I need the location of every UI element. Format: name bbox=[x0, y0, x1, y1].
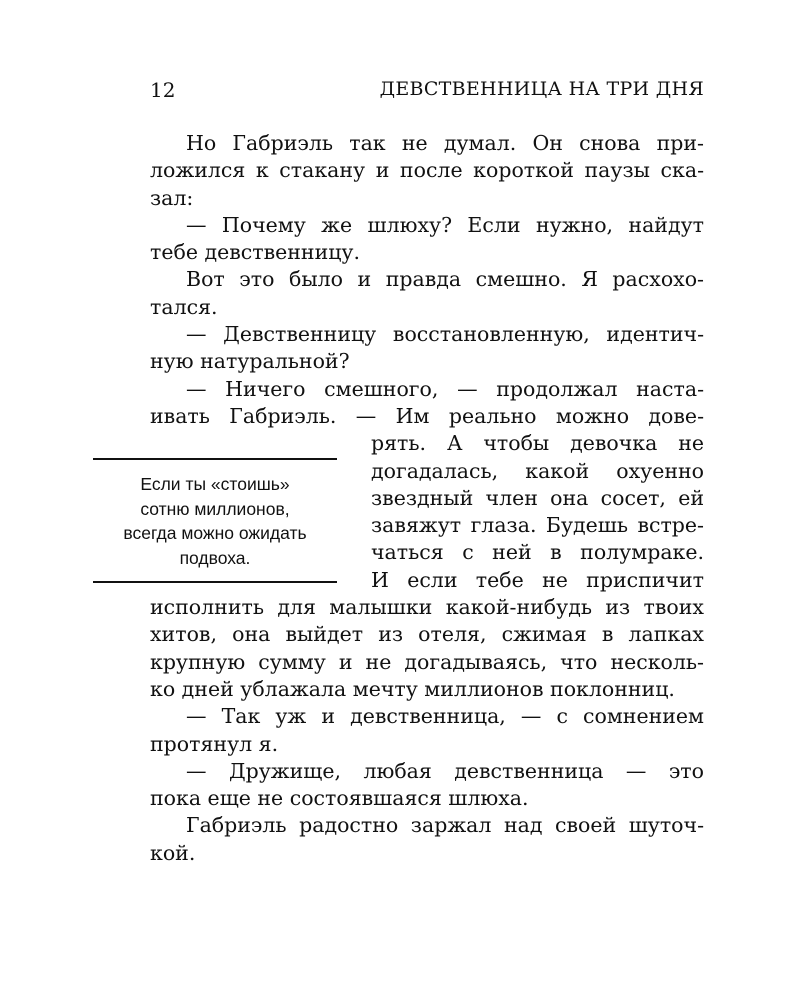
text-line: чаться с ней в полумраке. bbox=[371, 540, 704, 565]
text-line: кой. bbox=[150, 840, 196, 865]
text-line: ко дней ублажала мечту миллионов поклонниц. bbox=[150, 676, 675, 701]
text-line: хитов, она выйдет из отеля, сжимая в лапках bbox=[150, 622, 704, 647]
text-line: тался. bbox=[150, 294, 218, 319]
text-line: — Так уж и девственница, — с сомнением bbox=[186, 704, 704, 729]
text-line: завяжут глаза. Будешь встре- bbox=[371, 513, 704, 538]
text-line: крупную сумму и не догадываясь, что несколь- bbox=[150, 649, 704, 674]
text-line: тебе девственницу. bbox=[150, 240, 361, 265]
pull-quote-line: подвоха. bbox=[179, 547, 251, 568]
pull-quote-line: сотню миллионов, bbox=[140, 498, 290, 519]
text-line: — Ничего смешного, — продолжал наста- bbox=[186, 376, 704, 401]
pull-quote bbox=[93, 458, 337, 583]
text-line: Габриэль радостно заржал над своей шуточ- bbox=[186, 813, 704, 838]
page-number: 12 bbox=[150, 78, 176, 102]
text-line: протянул я. bbox=[150, 731, 279, 756]
text-line: Но Габриэль так не думал. Он снова при- bbox=[186, 131, 704, 155]
pull-quote-line: Если ты «стоишь» bbox=[140, 474, 290, 494]
text-line: — Дружище, любая девственница — это bbox=[186, 758, 704, 783]
text-line: — Почему же шлюху? Если нужно, найдут bbox=[186, 212, 704, 237]
text-line: пока еще не состоявшаяся шлюха. bbox=[150, 786, 529, 811]
text-line: зал: bbox=[150, 185, 194, 210]
running-head: ДЕВСТВЕННИЦА НА ТРИ ДНЯ bbox=[379, 78, 704, 100]
text-line: ложился к стакану и после короткой паузы ска- bbox=[150, 158, 704, 183]
text-line: рять. А чтобы девочка не bbox=[371, 431, 704, 456]
text-line: Вот это было и правда смешно. Я расхохо- bbox=[186, 267, 704, 292]
text-line: И если тебе не приспичит bbox=[371, 567, 704, 592]
text-line: ивать Габриэль. — Им реально можно дове- bbox=[150, 403, 704, 428]
text-line: — Девственницу восстановленную, идентич- bbox=[186, 322, 704, 347]
text-line: догадалась, какой охуенно bbox=[371, 458, 704, 483]
text-line: исполнить для малышки какой-нибудь из твоих bbox=[150, 595, 704, 620]
pull-quote-line: всегда можно ожидать bbox=[123, 523, 307, 543]
text-line: ную натуральной? bbox=[150, 349, 350, 374]
text-line: звездный член она сосет, ей bbox=[371, 485, 704, 510]
